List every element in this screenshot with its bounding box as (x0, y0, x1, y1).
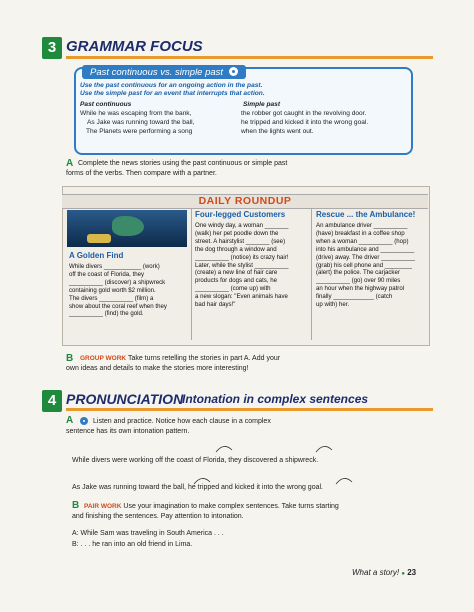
newspaper-banner: DAILY ROUNDUP (62, 194, 428, 209)
part-b-instructions-2: own ideas and details to make the stories more interesting! (66, 365, 249, 372)
story-line: an hour when the highway patrol (316, 285, 405, 293)
story-line: into his ambulance and __________ (316, 245, 415, 253)
story-line: __________ (notice) its crazy hair! (195, 253, 289, 261)
story-line: Later, while the stylist __________ (195, 261, 289, 269)
bullet-icon: ● (401, 571, 405, 577)
grammar-rule-2: Use the simple past for an event that interrupts that action. (80, 90, 265, 98)
story-line: (walk) her pet poodle down the (195, 229, 279, 237)
story-line: containing gold worth $2 million. (69, 286, 156, 294)
example-right-3: when the lights went out. (241, 128, 314, 135)
footer (352, 568, 416, 577)
section-rule (66, 56, 433, 59)
section-number: 3 (42, 37, 62, 59)
story-line: when a woman __________ (hop) (316, 237, 409, 245)
pair-work-label: PAIR WORK (84, 503, 122, 510)
part-b-text-1: Take turns retelling the stories in part A. Add your (127, 355, 281, 362)
pron-part-a-instructions-1: Listen and practice. Notice how each clause in a complex (93, 418, 271, 425)
page-number: 23 (407, 568, 417, 577)
story-line: An ambulance driver __________ (316, 222, 408, 229)
part-a-instructions-2: forms of the verbs. Then compare with a partner. (66, 170, 217, 177)
story1-body (69, 263, 189, 318)
section-title: GRAMMAR FOCUS (66, 38, 203, 55)
story-line: bad hair days!" (195, 301, 236, 309)
dialog-line-b: B: . . . he ran into an old friend in Lima. (72, 541, 193, 548)
story-line: The divers __________ (film) a (69, 294, 154, 302)
story-line: off the coast of Florida, they (69, 270, 145, 278)
part-b-letter: B (66, 353, 74, 364)
grammar-box-title-text: Past continuous vs. simple past (90, 67, 224, 78)
example-left-2: As Jake was running toward the ball, (87, 119, 195, 126)
story-line: street. A hairstylist _______ (see) (195, 237, 286, 245)
story1-title: A Golden Find (69, 251, 124, 260)
example-right-2: he tripped and kicked it into the wrong goal. (241, 119, 369, 126)
story-line: __________ (come up) with (195, 285, 271, 293)
dialog-line-a: A: While Sam was traveling in South America . . . (72, 530, 224, 537)
part-a-letter: A (66, 158, 74, 169)
pron-part-a-instructions-2: sentence has its own intonation pattern. (66, 428, 190, 435)
grammar-rules (80, 82, 400, 99)
story2-title: Four-legged Customers (195, 210, 286, 219)
story-line: a new slogan: "Even animals have (195, 293, 288, 301)
example-sentence-2: As Jake was running toward the ball, he tripped and kicked it into the wrong goal. (72, 484, 323, 491)
story-line: (have) breakfast in a coffee shop (316, 229, 405, 237)
col-right-head: Simple past (243, 101, 281, 108)
audio-disc-icon[interactable] (80, 417, 88, 425)
story-line: __________ (find) the gold. (69, 310, 144, 318)
example-left-3: The Planets were performing a song (86, 128, 193, 135)
story-line: While divers ___________ (work) (69, 263, 160, 270)
example-right-1: the robber got caught in the revolving door. (241, 110, 367, 117)
part-a-instructions-1: Complete the news stories using the past continuous or simple past (78, 160, 288, 167)
story-line: the dog through a window and (195, 245, 277, 253)
unit-title: What a story! (352, 568, 400, 577)
shipwreck-photo (67, 210, 187, 247)
intonation-arrows (66, 440, 366, 454)
section-number: 4 (42, 390, 62, 412)
story-line: __________ (go) over 90 miles (316, 277, 401, 285)
pron-part-b-line-1 (84, 502, 339, 511)
story-line: __________ (discover) a shipwreck (69, 278, 166, 286)
example-left-1: While he was escaping from the bank, (80, 110, 192, 117)
story-line: One windy day, a woman _______ (195, 222, 289, 229)
col-left-head: Past continuous (80, 101, 132, 108)
story-line: show about the coral reef when they (69, 302, 167, 310)
grammar-rule-1: Use the past continuous for an ongoing action in the past. (80, 82, 263, 89)
story3-body (316, 222, 428, 309)
story-line: (grab) his cell phone and ________ (316, 261, 412, 269)
section-rule (66, 408, 433, 411)
section-title: PRONUNCIATION (66, 391, 184, 407)
story-line: (create) a new line of hair care (195, 269, 278, 277)
grammar-box-title (82, 65, 246, 79)
story-line: (drive) away. The driver __________ (316, 253, 416, 261)
group-work-label: GROUP WORK (80, 355, 127, 362)
story-line: up with) her. (316, 301, 350, 309)
audio-disc-icon[interactable] (229, 67, 238, 76)
section-subtitle: Intonation in complex sentences (182, 392, 369, 406)
story-line: products for dogs and cats, he (195, 277, 277, 285)
pron-part-b-instructions-2: and finishing the sentences. Pay attention to intonation. (72, 513, 244, 520)
pron-part-a-letter: A (66, 415, 74, 426)
story2-body (195, 222, 310, 309)
story-line: finally ____________ (catch (316, 293, 393, 301)
column-divider (311, 208, 312, 340)
part-b-line-1 (80, 354, 280, 363)
story-line: (alert) the police. The carjacker (316, 269, 400, 277)
pron-part-b-letter: B (72, 500, 80, 511)
example-sentence-1: While divers were working off the coast of Florida, they discovered a shipwreck. (72, 457, 319, 464)
pron-part-b-text-1: Use your imagination to make complex sentences. Take turns starting (123, 503, 339, 510)
column-divider (191, 208, 192, 340)
story3-title: Rescue ... the Ambulance! (316, 210, 416, 219)
